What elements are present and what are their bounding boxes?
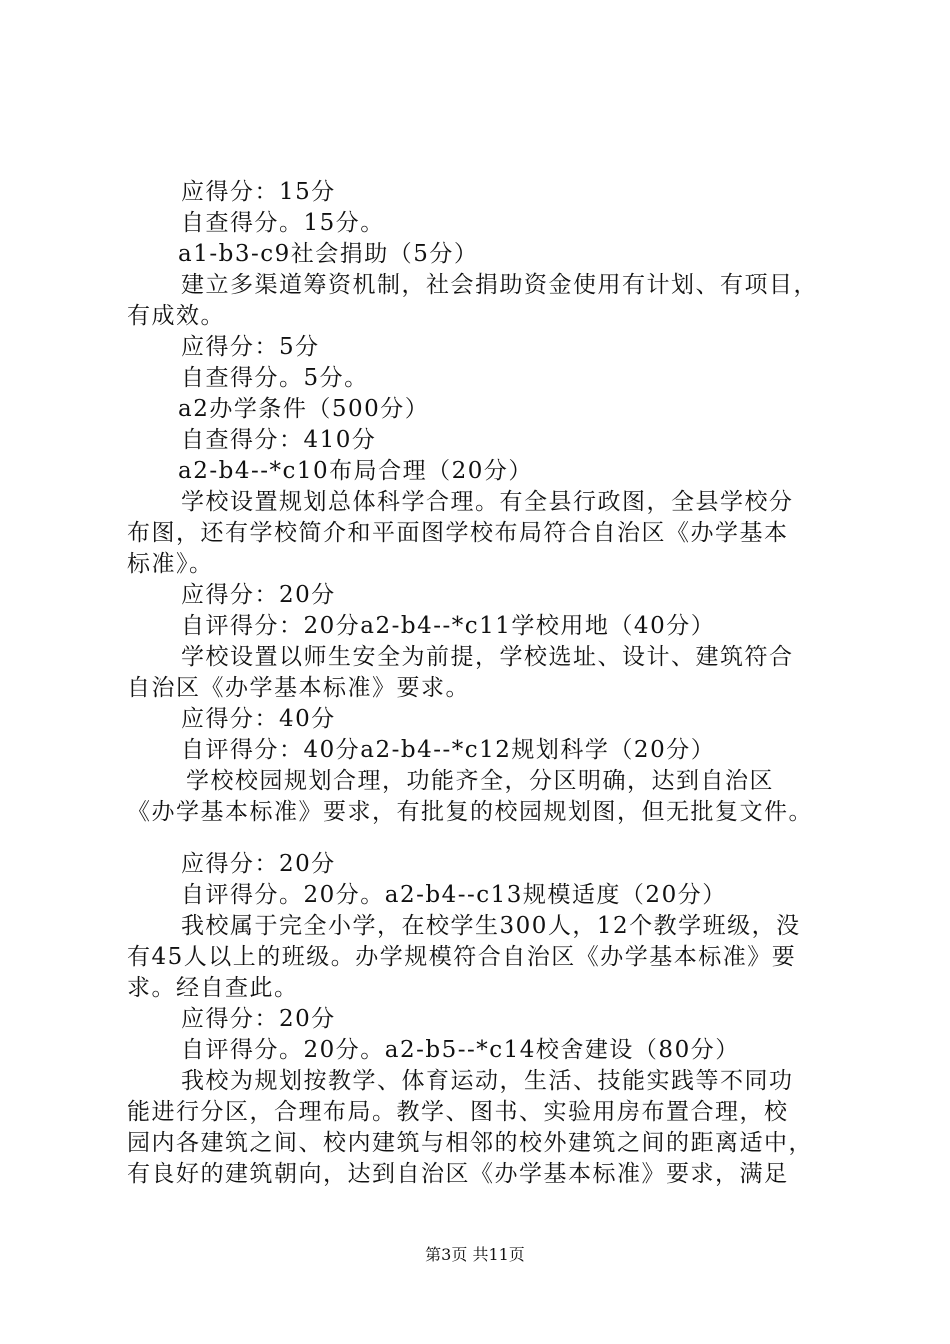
text-line: 有成效。 [127,303,225,329]
text-line: 应得分：15分 [181,179,336,205]
text-line: 自评得分。20分。a2-b4--c13规模适度（20分） [181,882,727,908]
text-line: 自治区《办学基本标准》要求。 [127,675,470,701]
text-line: 自评得分：20分a2-b4--*c11学校用地（40分） [181,613,716,639]
text-line: 我校属于完全小学，在校学生300人，12个教学班级，没 [181,913,801,939]
text-line: 自查得分。15分。 [181,210,385,236]
text-line: 学校设置规划总体科学合理。有全县行政图，全县学校分 [181,489,794,515]
text-line: 建立多渠道筹资机制，社会捐助资金使用有计划、有项目， [181,272,818,298]
text-line: 《办学基本标准》要求，有批复的校园规划图，但无批复文件。 [127,799,813,825]
text-line: 自查得分。5分。 [181,365,369,391]
text-line: 标准》。 [127,551,214,577]
page-footer: 第3页 共11页 [425,1245,525,1264]
text-line: 布图，还有学校简介和平面图学校布局符合自治区《办学基本 [127,520,789,546]
text-line: a1-b3-c9社会捐助（5分） [178,241,479,267]
text-line: a2-b4--*c10布局合理（20分） [178,458,533,484]
text-line: 学校设置以师生安全为前提，学校选址、设计、建筑符合 [181,644,794,670]
text-line: 有45人以上的班级。办学规模符合自治区《办学基本标准》要 [127,944,797,970]
text-line: 自查得分：410分 [181,427,377,453]
text-line: 应得分：20分 [181,1006,336,1032]
text-line: 有良好的建筑朝向，达到自治区《办学基本标准》要求，满足 [127,1161,789,1187]
text-line: 应得分：20分 [181,582,336,608]
text-line: 应得分：20分 [181,851,336,877]
text-line: 学校校园规划合理，功能齐全，分区明确，达到自治区 [186,768,774,794]
text-line: 自评得分。20分。a2-b5--*c14校舍建设（80分） [181,1037,740,1063]
text-line: 求。经自查此。 [127,975,299,1001]
text-line: a2办学条件（500分） [178,396,430,422]
text-line: 园内各建筑之间、校内建筑与相邻的校外建筑之间的距离适中， [127,1130,813,1156]
text-line: 应得分：40分 [181,706,336,732]
text-line: 能进行分区，合理布局。教学、图书、实验用房布置合理，校 [127,1099,789,1125]
text-line: 自评得分：40分a2-b4--*c12规划科学（20分） [181,737,716,763]
text-line: 应得分：5分 [181,334,320,360]
text-line: 我校为规划按教学、体育运动，生活、技能实践等不同功 [181,1068,794,1094]
